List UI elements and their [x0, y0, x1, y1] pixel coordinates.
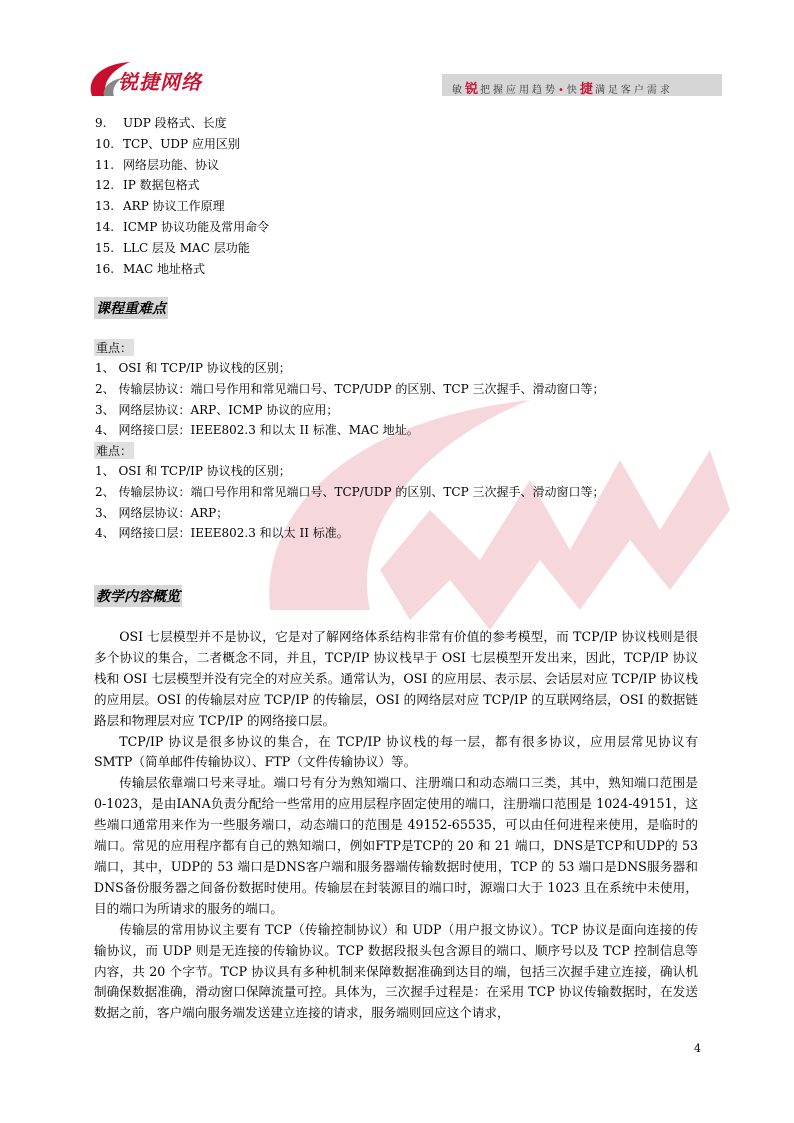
list-item: 16. MAC 地址格式 — [95, 261, 205, 276]
slogan: 敏锐把握应用趋势•快捷满足客户需求 — [452, 82, 673, 97]
logo-text: 锐捷网络 — [118, 70, 202, 94]
page-number: 4 — [694, 1042, 701, 1055]
focus-item: 1、 OSI 和 TCP/IP 协议栈的区别； — [95, 361, 291, 375]
focus-label: 重点： — [96, 341, 133, 355]
paragraph: 传输层的常用协议主要有 TCP（传输控制协议）和 UDP（用户报文协议）。TCP 协议是面向连接的传输协议，而 UDP 则是无连接的传输协议。TCP 数据段报头包含源目的端口、顺序号以及 TCP 控制信息等内容，共 20 个字节。TCP 协议具有多种机制来保障数据准确到达目的端，包括三次握手建立连接，确认机制确保数据准确，滑动窗口保障流量可控。具体为，三次握手过程是：在采用 TCP 协议传输数据时，在发送数据之前，客户端向服务端发送建立连接的请求，服务端则回应这个请求， — [94, 921, 698, 1021]
list-item: 13. ARP 协议工作原理 — [95, 199, 225, 214]
topic-list — [95, 113, 269, 279]
focus-item: 4、 网络接口层：IEEE802.3 和以太 II 标准、MAC 地址。 — [95, 423, 419, 438]
paragraph: 传输层依靠端口号来寻址。端口号有分为熟知端口、注册端口和动态端口三类，其中，熟知端口范围是 0-1023，是由IANA负责分配给一些常用的应用层程序固定使用的端口，注册端口范围是 1024-49151，这些端口通常用来作为一些服务端口，动态端口的范围是 49152-65535，可以由任何进程来使用，是临时的端口。常见的应用程序都有自己的熟知端口，例如FTP是TCP的 20 和 21 端口，DNS是TCP和UDP的 53 端口，其中，UDP的 53 端口是DNS客户端和服务器端传输数据时使用，TCP 的 53 端口是DNS服务器和DNS备份服务器之间备份数据时使用。传输层在封装源目的端口时，源端口大于 1023 且在系统中未使用，目的端口为所请求的服务的端口。 — [94, 775, 698, 916]
list-item: 12. IP 数据包格式 — [95, 178, 200, 193]
list-item: 14. ICMP 协议功能及常用命令 — [95, 219, 270, 234]
overview-heading: 教学内容概览 — [94, 585, 182, 607]
focus-item: 3、 网络层协议：ARP、ICMP 协议的应用； — [95, 402, 339, 417]
difficulty-list — [95, 461, 604, 544]
page-header — [0, 0, 794, 110]
key-points-heading: 课程重难点 — [94, 297, 168, 319]
list-item: 11. 网络层功能、协议 — [95, 157, 220, 172]
focus-item: 2、 传输层协议：端口号作用和常见端口号、TCP/UDP 的区别、TCP 三次握手、滑动窗口等； — [95, 381, 605, 396]
paragraph: OSI 七层模型并不是协议，它是对了解网络体系结构非常有价值的参考模型，而 TCP/IP 协议栈则是很多个协议的集合，二者概念不同，并且，TCP/IP 协议栈早于 OSI 七层模型开发出来，因此，TCP/IP 协议栈和 OSI 七层模型并没有完全的对应关系。通常认为，OSI 的应用层、表示层、会话层对应 TCP/IP 协议栈的应用层。OSI 的传输层对应 TCP/IP 的传输层，OSI 的网络层对应 TCP/IP 的互联网络层，OSI 的数据链路层和物理层对应 TCP/IP 的网络接口层。 — [94, 629, 698, 728]
overview-body — [94, 627, 698, 1024]
difficulty-item: 3、 网络层协议：ARP； — [95, 505, 229, 520]
difficulty-item: 1、 OSI 和 TCP/IP 协议栈的区别； — [95, 464, 291, 478]
difficulty-item: 2、 传输层协议：端口号作用和常见端口号、TCP/UDP 的区别、TCP 三次握手、滑动窗口等； — [95, 484, 605, 499]
difficulty-label: 难点： — [96, 444, 133, 458]
focus-list — [95, 358, 604, 441]
difficulty-item: 4、 网络接口层：IEEE802.3 和以太 II 标准。 — [95, 526, 349, 541]
list-item: 15. LLC 层及 MAC 层功能 — [95, 240, 250, 255]
paragraph: TCP/IP 协议是很多协议的集合，在 TCP/IP 协议栈的每一层，都有很多协议，应用层常见协议有 SMTP（简单邮件传输协议）、FTP（文件传输协议）等。 — [94, 733, 698, 770]
list-item: 10. TCP、UDP 应用区别 — [95, 136, 240, 151]
list-item: 9. UDP 段格式、长度 — [95, 116, 227, 130]
